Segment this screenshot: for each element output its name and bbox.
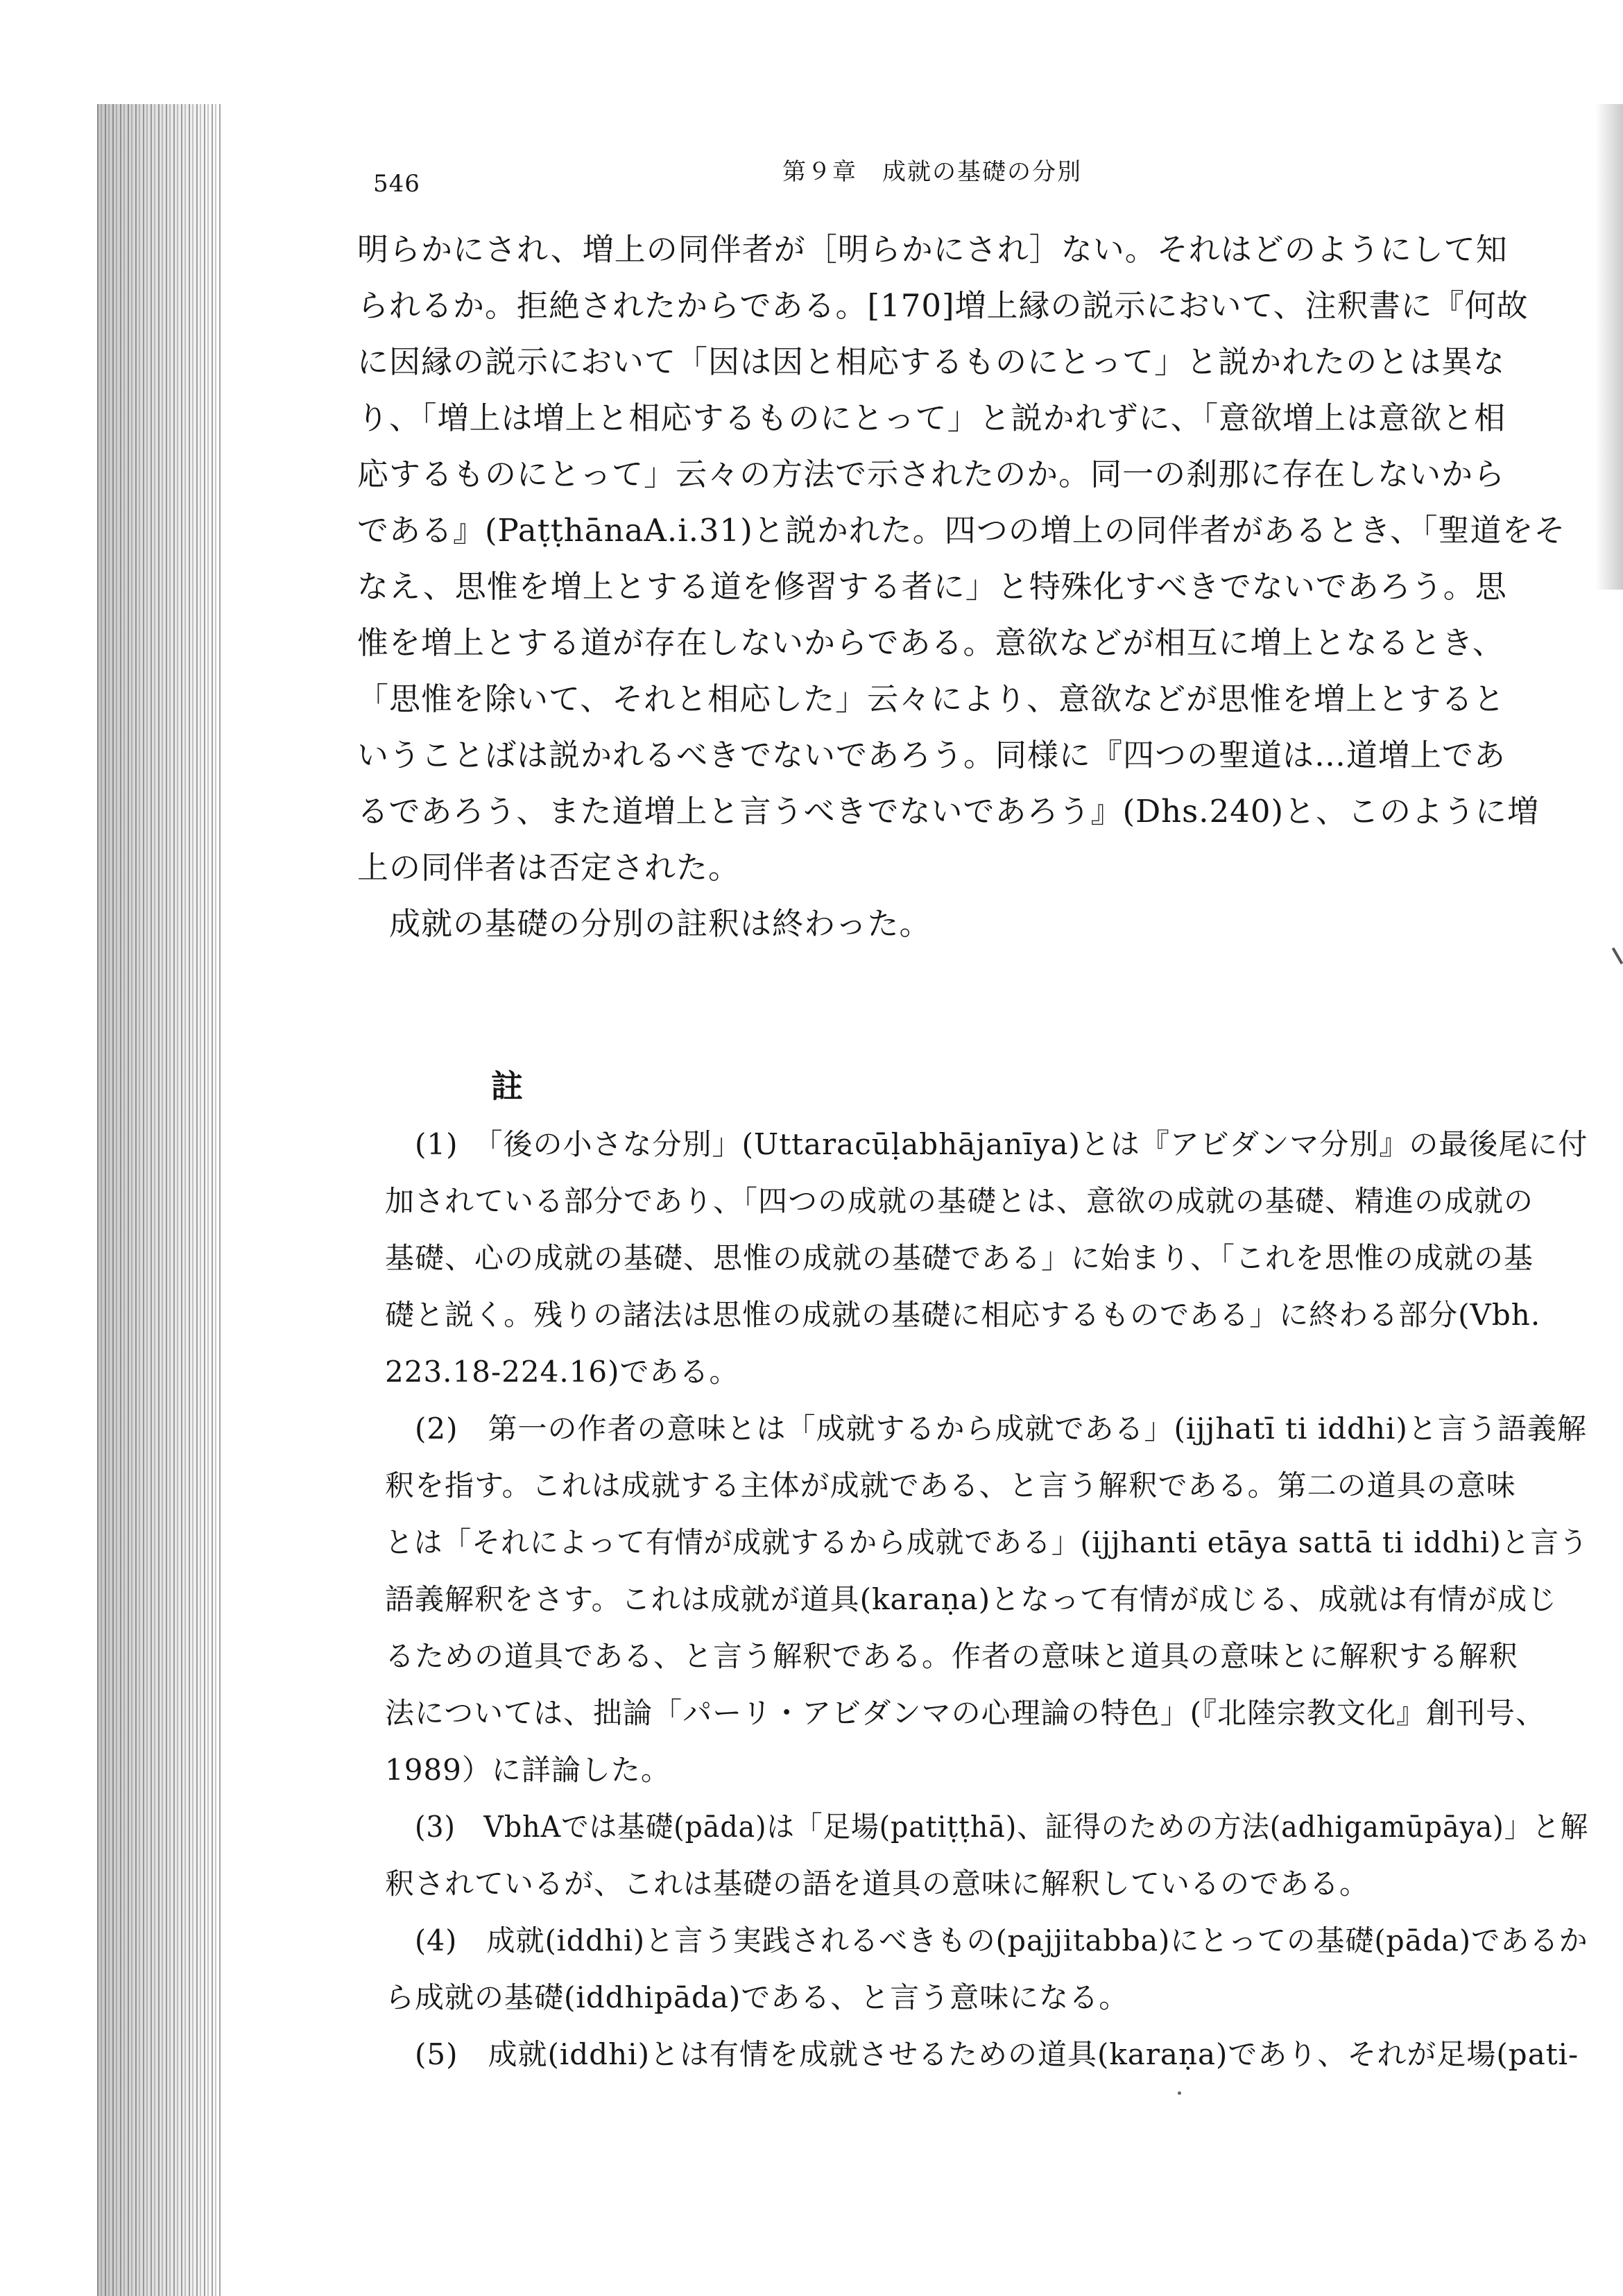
note-2-line: 釈を指す。これは成就する主体が成就である、と言う解釈である。第二の道具の意味 [385, 1468, 1516, 1502]
note-3-line: 釈されているが、これは基礎の語を道具の意味に解釈しているのである。 [385, 1867, 1370, 1901]
running-head: 第９章 成就の基礎の分別 [782, 158, 1082, 186]
body-line: るであろう、また道増上と言うべきでないであろう』(Dhs.240)と、このように増 [357, 793, 1540, 830]
note-2-line: 語義解釈をさす。これは成就が道具(karaṇa)となって有情が成じる、成就は有情が成じ [385, 1582, 1558, 1616]
body-line: り、「増上は増上と相応するものにとって」と説かれずに、「意欲増上は意欲と相 [357, 400, 1506, 436]
stray-dot [1178, 2091, 1181, 2095]
body-line-closing: 成就の基礎の分別の註釈は終わった。 [357, 905, 931, 942]
note-4-line: (4) 成就(iddhi)と言う実践されるべきもの(pajjitabba)にとっての基礎(pāda)であるか [415, 1924, 1588, 1957]
note-3-line: (3) VbhAでは基礎(pāda)は「足場(patiṭṭhā)、証得のための方法(adhigamūpāya)」と解 [415, 1810, 1589, 1844]
body-line: に因縁の説示において「因は因と相応するものにとって」と説かれたのとは異な [357, 343, 1506, 380]
body-line: 「思惟を除いて、それと相応した」云々により、意欲などが思惟を増上とすると [357, 680, 1506, 717]
binding-gutter-shadow [97, 104, 222, 2296]
note-2-line: とは「それによって有情が成就するから成就である」(ijjhanti etāya sattā ti iddhi)と言う [385, 1525, 1588, 1559]
page-number: 546 [373, 170, 420, 198]
body-line: である』(PaṭṭhānaA.i.31)と説かれた。四つの増上の同伴者があるとき、「聖道をそ [357, 512, 1566, 549]
note-2-line: 1989）に詳論した。 [385, 1753, 671, 1787]
note-1-line: 礎と説く。残りの諸法は思惟の成就の基礎に相応するものである」に終わる部分(Vbh. [385, 1298, 1541, 1332]
stray-mark [1612, 948, 1623, 965]
body-line: られるか。拒絶されたからである。[170]増上縁の説示において、注釈書に『何故 [357, 287, 1529, 324]
body-line: いうことばは説かれるべきでないであろう。同様に『四つの聖道は…道増上であ [357, 737, 1506, 773]
note-1-line: (1) 「後の小さな分別」(Uttaracūḷabhājanīya)とは『アビダンマ分別』の最後尾に付 [415, 1127, 1588, 1161]
note-2-line: るための道具である、と言う解釈である。作者の意味と道具の意味とに解釈する解釈 [385, 1639, 1519, 1673]
note-2-line: (2) 第一の作者の意味とは「成就するから成就である」(ijjhatī ti iddhi)と言う語義解 [415, 1412, 1587, 1446]
note-2-line: 法については、拙論「パーリ・アビダンマの心理論の特色」(『北陸宗教文化』創刊号、 [385, 1696, 1545, 1730]
notes-heading: 註 [491, 1068, 524, 1105]
body-line: 上の同伴者は否定された。 [357, 849, 741, 886]
note-1-line: 加されている部分であり、「四つの成就の基礎とは、意欲の成就の基礎、精進の成就の [385, 1184, 1534, 1218]
page-edge-shadow [1595, 104, 1623, 590]
note-1-line: 基礎、心の成就の基礎、思惟の成就の基礎である」に始まり、「これを思惟の成就の基 [385, 1241, 1534, 1275]
body-line: 明らかにされ、増上の同伴者が［明らかにされ］ない。それはどのようにして知 [357, 231, 1508, 268]
body-line: 惟を増上とする道が存在しないからである。意欲などが相互に増上となるとき、 [357, 624, 1504, 661]
body-line: なえ、思惟を増上とする道を修習する者に」と特殊化すべきでないであろう。思 [357, 568, 1507, 605]
note-1-line: 223.18-224.16)である。 [385, 1355, 739, 1389]
note-5-line: (5) 成就(iddhi)とは有情を成就させるための道具(karaṇa)であり、それが足場(pati- [415, 2037, 1579, 2071]
body-line: 応するものにとって」云々の方法で示されたのか。同一の刹那に存在しないから [357, 456, 1506, 492]
note-4-line: ら成就の基礎(iddhipāda)である、と言う意味になる。 [385, 1980, 1129, 2014]
